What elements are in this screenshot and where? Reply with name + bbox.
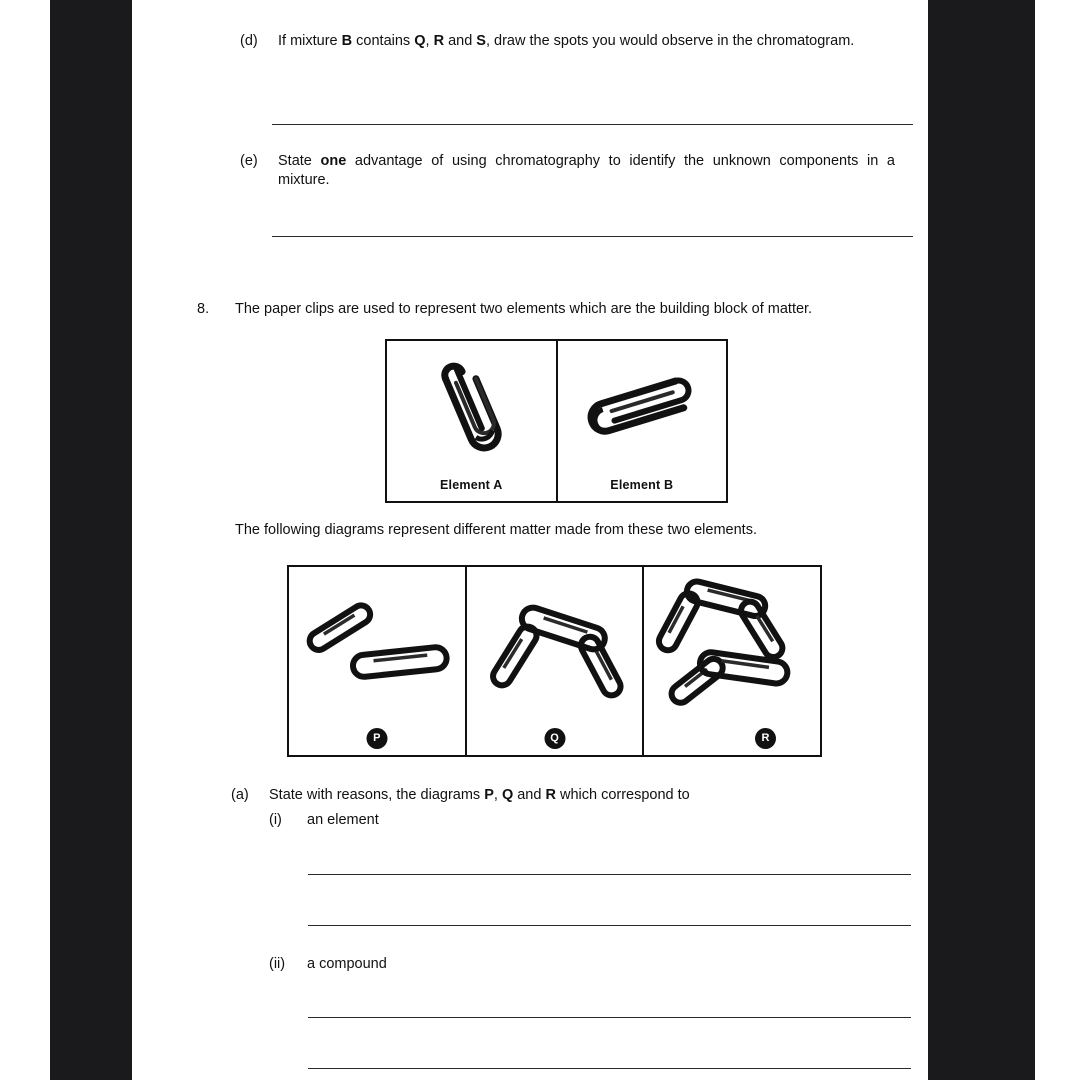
clip-pair-p-icon xyxy=(289,567,465,717)
clip-trio-q-icon xyxy=(467,567,643,717)
question-8-stem: The paper clips are used to represent two elements which are the building block of matter. xyxy=(235,301,813,317)
question-d-text: If mixture B contains Q, R and S, draw the spots you would observe in the chromatogram. xyxy=(278,33,855,49)
diagram-badge-r: R xyxy=(755,728,776,749)
question-8 xyxy=(197,300,897,319)
paperclip-short-icon xyxy=(387,341,556,475)
answer-line-2[interactable] xyxy=(272,236,913,237)
element-a-caption: Element A xyxy=(440,478,503,492)
answer-line-5[interactable] xyxy=(308,1017,911,1018)
question-e-text: State one advantage of using chromatography to identify the unknown components in a mixture. xyxy=(278,153,895,188)
paperclip-long-icon xyxy=(558,341,727,475)
answer-line-6[interactable] xyxy=(308,1068,911,1069)
element-b-caption: Element B xyxy=(610,478,674,492)
elements-figure xyxy=(385,339,728,503)
diagram-badge-q: Q xyxy=(544,728,565,749)
question-8a-marker: (a) xyxy=(231,787,249,803)
diagram-cell-p xyxy=(289,567,465,755)
question-8a-i xyxy=(269,811,889,830)
question-8a xyxy=(231,786,891,805)
diagram-intro xyxy=(235,521,915,540)
scanner-band-left xyxy=(50,0,132,1080)
question-d-marker: (d) xyxy=(240,33,258,49)
answer-line-3[interactable] xyxy=(308,874,911,875)
diagram-cell-r xyxy=(642,567,820,755)
question-e xyxy=(240,152,895,190)
question-8a-i-text: an element xyxy=(307,812,379,828)
matter-diagrams-figure xyxy=(287,565,822,757)
question-d xyxy=(240,32,895,51)
clip-groups-r-icon xyxy=(644,567,820,717)
question-8a-i-marker: (i) xyxy=(269,812,282,828)
question-8a-text: State with reasons, the diagrams P, Q and R which correspond to xyxy=(269,787,690,803)
answer-line-1[interactable] xyxy=(272,124,913,125)
question-8a-ii-text: a compound xyxy=(307,956,387,972)
diagram-intro-text: The following diagrams represent different matter made from these two elements. xyxy=(235,522,757,538)
scanner-band-right xyxy=(928,0,1035,1080)
element-cell-b xyxy=(556,341,727,501)
question-8a-ii xyxy=(269,955,889,974)
question-8a-ii-marker: (ii) xyxy=(269,956,286,972)
question-e-marker: (e) xyxy=(240,153,258,169)
diagram-cell-q xyxy=(465,567,643,755)
diagram-badge-p: P xyxy=(366,728,387,749)
answer-line-4[interactable] xyxy=(308,925,911,926)
paper-page xyxy=(132,0,928,1080)
question-8-marker: 8. xyxy=(197,301,210,317)
element-cell-a xyxy=(387,341,556,501)
